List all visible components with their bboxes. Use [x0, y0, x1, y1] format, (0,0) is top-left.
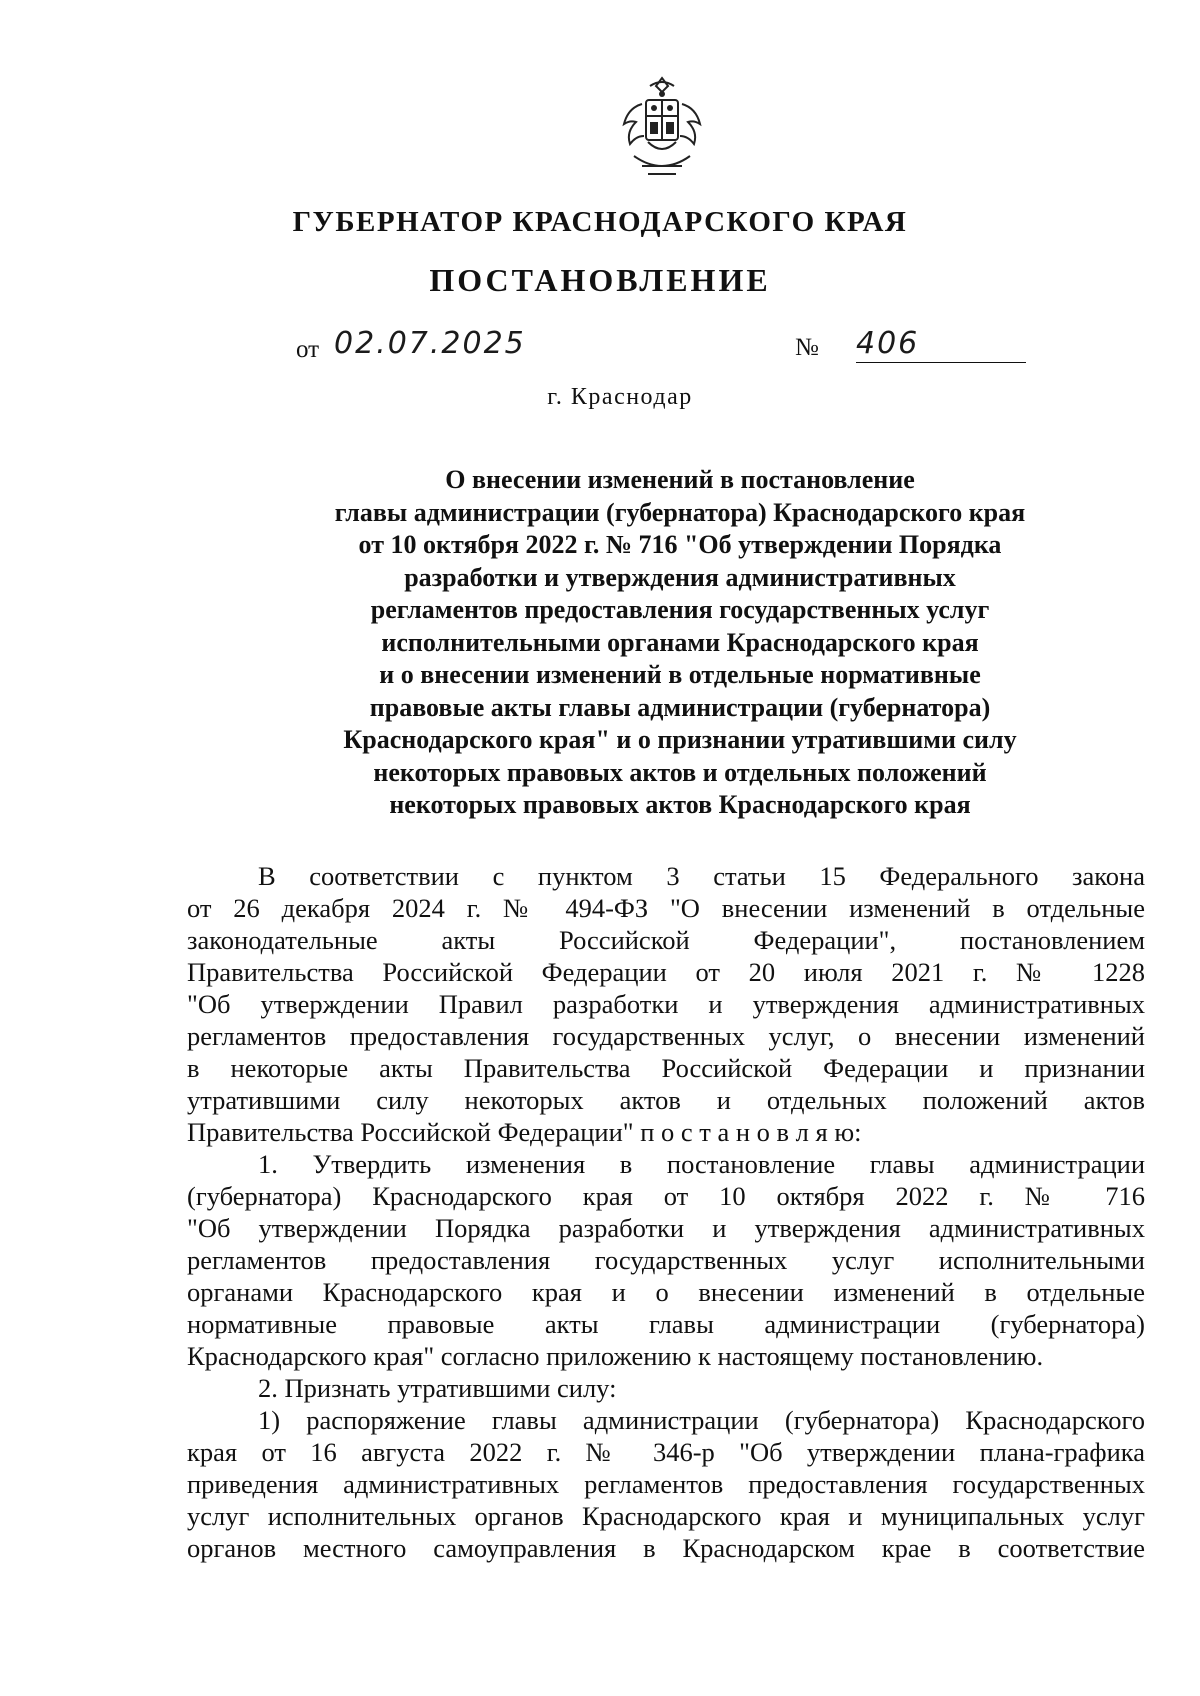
- title-line: главы администрации (губернатора) Краснодарского края: [334, 497, 1026, 527]
- title-line: от 10 октября 2022 г. № 716 "Об утверждении Порядка: [358, 530, 1002, 559]
- issuing-authority: ГУБЕРНАТОР КРАСНОДАРСКОГО КРАЯ: [292, 206, 908, 238]
- body-line: законодательные акты Российской Федерации", постановлением: [187, 925, 1145, 955]
- document-date: 02.07.2025: [334, 326, 526, 361]
- body-line: (губернатора) Краснодарского края от 10 октября 2022 г. № 716: [187, 1181, 1145, 1211]
- title-line: Краснодарского края" и о признании утратившими силу: [343, 725, 1017, 754]
- body-line: Правительства Российской Федерации" п о с т а н о в л я ю:: [187, 1117, 862, 1147]
- body-line: "Об утверждении Правил разработки и утверждения административных: [187, 989, 1145, 1019]
- body-line: Краснодарского края" согласно приложению к настоящему постановлению.: [187, 1341, 1044, 1371]
- title-line: некоторых правовых актов Краснодарского края: [389, 790, 971, 819]
- body-line: в некоторые акты Правительства Российской Федерации и признании: [187, 1053, 1145, 1083]
- title-line: О внесении изменений в постановление: [445, 465, 915, 494]
- body-line: органов местного самоуправления в Краснодарском крае в соответствие: [187, 1533, 1145, 1563]
- coat-of-arms-icon: [612, 70, 712, 182]
- title-line: некоторых правовых актов и отдельных положений: [373, 757, 987, 787]
- number-sign: №: [795, 334, 819, 361]
- city: г. Краснодар: [547, 384, 693, 410]
- body-line: услуг исполнительных органов Краснодарского края и муниципальных услуг: [187, 1501, 1145, 1531]
- body-line: органами Краснодарского края и о внесении изменений в отдельные: [187, 1277, 1145, 1307]
- title-line: регламентов предоставления государственных услуг: [370, 595, 990, 624]
- date-prefix: от: [296, 336, 320, 363]
- body-line: нормативные правовые акты главы администрации (губернатора): [187, 1309, 1145, 1339]
- title-line: и о внесении изменений в отдельные нормативные: [379, 660, 981, 689]
- body-line: 1) распоряжение главы администрации (губернатора) Краснодарского: [258, 1405, 1145, 1435]
- title-line: разработки и утверждения административных: [404, 562, 956, 592]
- title-line: исполнительными органами Краснодарского края: [381, 627, 979, 657]
- body-line: В соответствии с пунктом 3 статьи 15 Федерального закона: [258, 861, 1145, 891]
- document-title: [290, 464, 1070, 822]
- title-line: правовые акты главы администрации (губернатора): [369, 692, 991, 722]
- body-line: утратившими силу некоторых актов и отдельных положений актов: [187, 1085, 1145, 1115]
- document-number: 406: [856, 326, 1026, 363]
- document-type: ПОСТАНОВЛЕНИЕ: [429, 262, 771, 298]
- body-line: "Об утверждении Порядка разработки и утверждения административных: [187, 1213, 1145, 1243]
- body-line: приведения административных регламентов предоставления государственных: [187, 1469, 1145, 1499]
- body-line: Правительства Российской Федерации от 20 июля 2021 г. № 1228: [187, 957, 1145, 987]
- body-line: 2. Признать утратившими силу:: [258, 1373, 617, 1403]
- body-line: регламентов предоставления государственных услуг, о внесении изменений: [187, 1021, 1145, 1051]
- body-line: края от 16 августа 2022 г. № 346-р "Об утверждении плана-графика: [187, 1437, 1145, 1467]
- body-line: 1. Утвердить изменения в постановление главы администрации: [258, 1149, 1145, 1179]
- body-line: регламентов предоставления государственных услуг исполнительными: [187, 1245, 1145, 1275]
- body-line: от 26 декабря 2024 г. № 494-ФЗ "О внесении изменений в отдельные: [187, 893, 1145, 923]
